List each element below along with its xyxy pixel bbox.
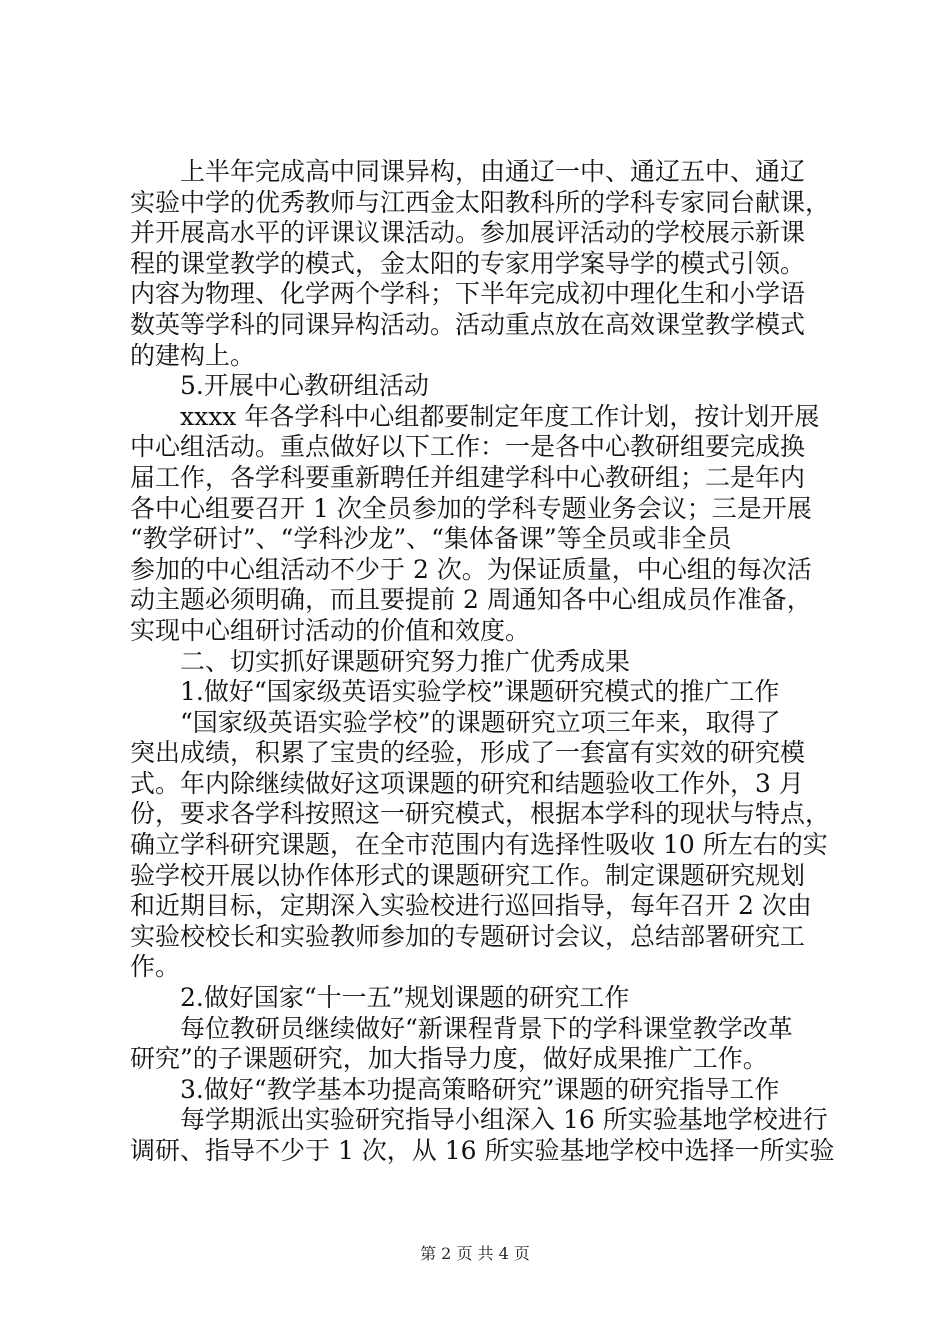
text-line: “国家级英语实验学校”的课题研究立项三年来，取得了 [130,707,781,737]
section-heading: 二、切实抓好课题研究努力推广优秀成果 [130,646,631,676]
text-line: 调研、指导不少于 1 次，从 16 所实验基地学校中选择一所实验 [130,1136,835,1165]
text-line: 参加的中心组活动不少于 2 次。为保证质量，中心组的每次活 [130,554,812,584]
text-line: 和近期目标，定期深入实验校进行巡回指导，每年召开 2 次由 [130,891,812,921]
text-line: 各中心组要召开 1 次全员参加的学科专题业务会议；三是开展 [130,493,812,523]
text-line: 上半年完成高中同课异构，由通辽一中、通辽五中、通辽 [130,157,806,186]
text-line: 届工作，各学科要重新聘任并组建学科中心教研组；二是年内 [130,462,806,492]
document-body [130,157,836,1167]
text-line: “教学研讨”、“学科沙龙”、“集体备课”等全员或非全员 [130,524,732,554]
text-line: 数英等学科的同课异构活动。活动重点放在高效课堂教学模式 [130,309,806,339]
text-line: 程的课堂教学的模式，金太阳的专家用学案导学的模式引领。 [130,248,806,278]
text-line: 内容为物理、化学两个学科；下半年完成初中理化生和小学语 [130,279,806,309]
text-line: 突出成绩，积累了宝贵的经验，形成了一套富有实效的研究模 [130,738,806,768]
text-line: 作。 [130,952,181,982]
section-heading: 3.做好“教学基本功提高策略研究”课题的研究指导工作 [130,1074,780,1104]
text-line: 每位教研员继续做好“新课程背景下的学科课堂教学改革 [130,1013,793,1043]
text-line: 份，要求各学科按照这一研究模式，根据本学科的现状与特点， [130,799,831,829]
text-line: xxxx 年各学科中心组都要制定年度工作计划，按计划开展 [130,401,820,431]
text-line: 并开展高水平的评课议课活动。参加展评活动的学校展示新课 [130,218,806,248]
text-line: 式。年内除继续做好这项课题的研究和结题验收工作外，3 月 [130,768,804,798]
text-line: 中心组活动。重点做好以下工作：一是各中心教研组要完成换 [130,432,806,462]
text-line: 动主题必须明确，而且要提前 2 周通知各中心组成员作准备， [130,585,812,615]
section-heading: 1.做好“国家级英语实验学校”课题研究模式的推广工作 [130,677,780,707]
text-line: 实现中心组研讨活动的价值和效度。 [130,615,531,645]
text-line: 的建构上。 [130,340,256,370]
section-heading: 2.做好国家“十一五”规划课题的研究工作 [130,983,630,1013]
text-line: 确立学科研究课题，在全市范围内有选择性吸收 10 所左右的实 [130,830,828,860]
section-heading: 5.开展中心教研组活动 [130,371,429,401]
text-line: 实验中学的优秀教师与江西金太阳教科所的学科专家同台献课， [130,187,831,217]
text-line: 验学校开展以协作体形式的课题研究工作。制定课题研究规划 [130,860,806,890]
text-line: 实验校校长和实验教师参加的专题研讨会议，总结部署研究工 [130,921,806,951]
page-number-footer: 第 2 页 共 4 页 [420,1244,530,1263]
text-line: 每学期派出实验研究指导小组深入 16 所实验基地学校进行 [130,1105,828,1135]
text-line: 研究”的子课题研究，加大指导力度，做好成果推广工作。 [130,1044,768,1074]
